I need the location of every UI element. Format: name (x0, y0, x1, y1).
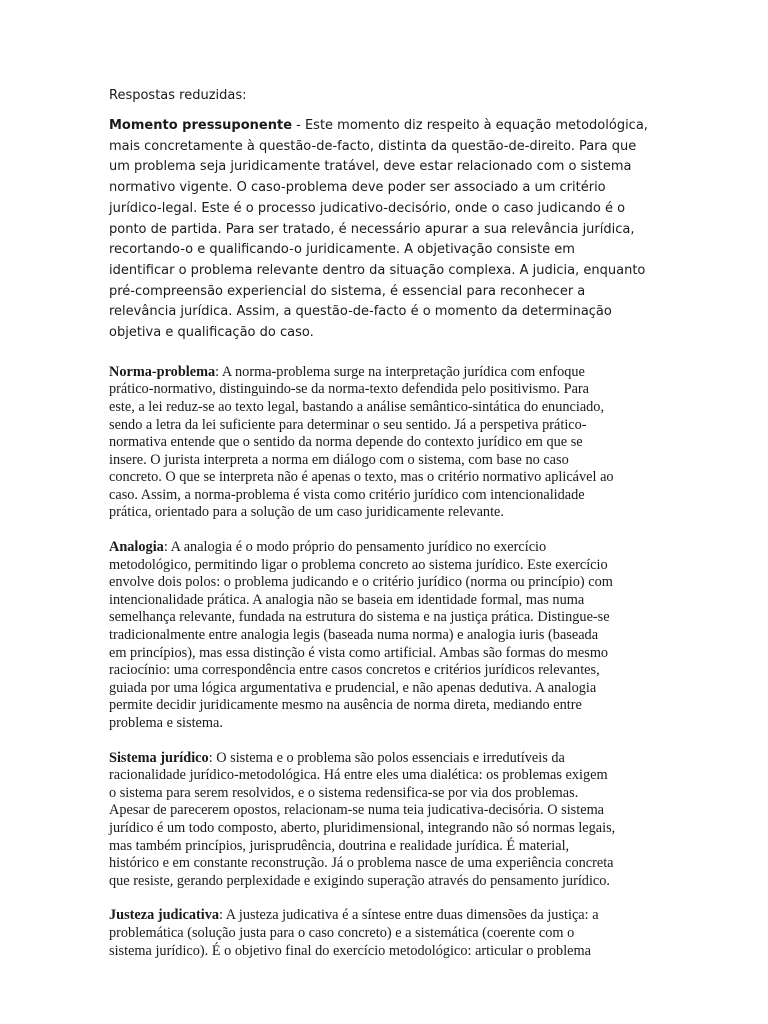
paragraph-norma-problema: Norma-problema: A norma-problema surge na interpretação jurídica com enfoque prático-normativo, distinguindo-se da norma-texto defendida pelo positivismo. Para este, a lei reduz-se ao texto legal, bastando a análise semântico-sintática do enunciado, sendo a letra da lei suficiente para determinar o seu sentido. Já a perspetiva prático- normativa entende que o sentido da norma depende do contexto jurídico em que se insere. O jurista interpreta a norma em diálogo com o sistema, com base no caso concreto. O que se interpreta não é apenas o texto, mas o critério normativo aplicável ao caso. Assim, a norma-problema é vista como critério jurídico com intencionalidade prática, orientado para a solução de um caso juridicamente relevante. (109, 363, 614, 521)
paragraph-justeza-judicativa: Justeza judicativa: A justeza judicativa é a síntese entre duas dimensões da justiça: a problemática (solução justa para o caso concreto) e a sistemática (coerente com o sistema jurídico). É o objetivo final do exercício metodológico: articular o problema (109, 907, 599, 959)
paragraph-sistema-juridico: Sistema jurídico: O sistema e o problema são polos essenciais e irredutíveis da racionalidade jurídico-metodológica. Há entre eles uma dialética: os problemas exigem o sistema para serem resolvidos, e o sistema redensifica-se por via dos problemas. Apesar de parecerem opostos, relacionam-se numa teia judicativa-decisória. O sistema jurídico é um todo composto, aberto, pluridimensional, integrando não só normas legais, mas também princípios, jurisprudência, doutrina e realidade jurídica. É material, histórico e em constante reconstrução. Já o problema nasce de uma experiência concreta que resiste, gerando perplexidade e exigindo superação através do pensamento jurídico. (109, 749, 616, 889)
term-norma-problema: Norma-problema (109, 363, 216, 380)
term-justeza-judicativa: Justeza judicativa (109, 907, 219, 924)
paragraph-momento-pressuponente: Momento pressuponente - Este momento diz respeito à equação metodológica, mais concretamente à questão-de-facto, distinta da questão-de-direito. Para que um problema seja juridicamente tratável, deve estar relacionado com o sistema normativo vigente. O caso-problema deve poder ser associado a um critério jurídico-legal. Este é o processo judicativo-decisório, onde o caso judicando é o ponto de partida. Para ser tratado, é necessário apurar a sua relevância jurídica, recortando-o e qualificando-o juridicamente. A objetivação consiste em identificar o problema relevante dentro da situação complexa. A judicia, enquanto pré-compreensão experiencial do sistema, é essencial para reconhecer a relevância jurídica. Assim, a questão-de-facto é o momento da determinação objetiva e qualificação do caso. (109, 118, 648, 341)
term-analogia: Analogia (109, 539, 164, 556)
term-sistema-juridico: Sistema jurídico (109, 749, 209, 766)
term-momento-pressuponente: Momento pressuponente (109, 118, 293, 133)
document-heading: Respostas reduzidas: (109, 88, 247, 103)
paragraph-analogia: Analogia: A analogia é o modo próprio do pensamento jurídico no exercício metodológico, permitindo ligar o problema concreto ao sistema jurídico. Este exercício envolve dois polos: o problema judicando e o critério jurídico (norma ou princípio) com intencionalidade prática. A analogia não se baseia em identidade formal, mas numa semelhança relevante, fundada na estrutura do sistema e na justiça prática. Distingue-se tradicionalmente entre analogia legis (baseada numa norma) e analogia iuris (baseada em princípios), mas essa distinção é vista como artificial. Ambas são formas do mesmo raciocínio: uma correspondência entre casos concretos e critérios jurídicos relevantes, guiada por uma lógica argumentativa e prudencial, e não apenas dedutiva. A analogia permite decidir juridicamente mesmo na ausência de norma direta, mediando entre problema e sistema. (109, 539, 613, 732)
document-page (109, 86, 659, 977)
